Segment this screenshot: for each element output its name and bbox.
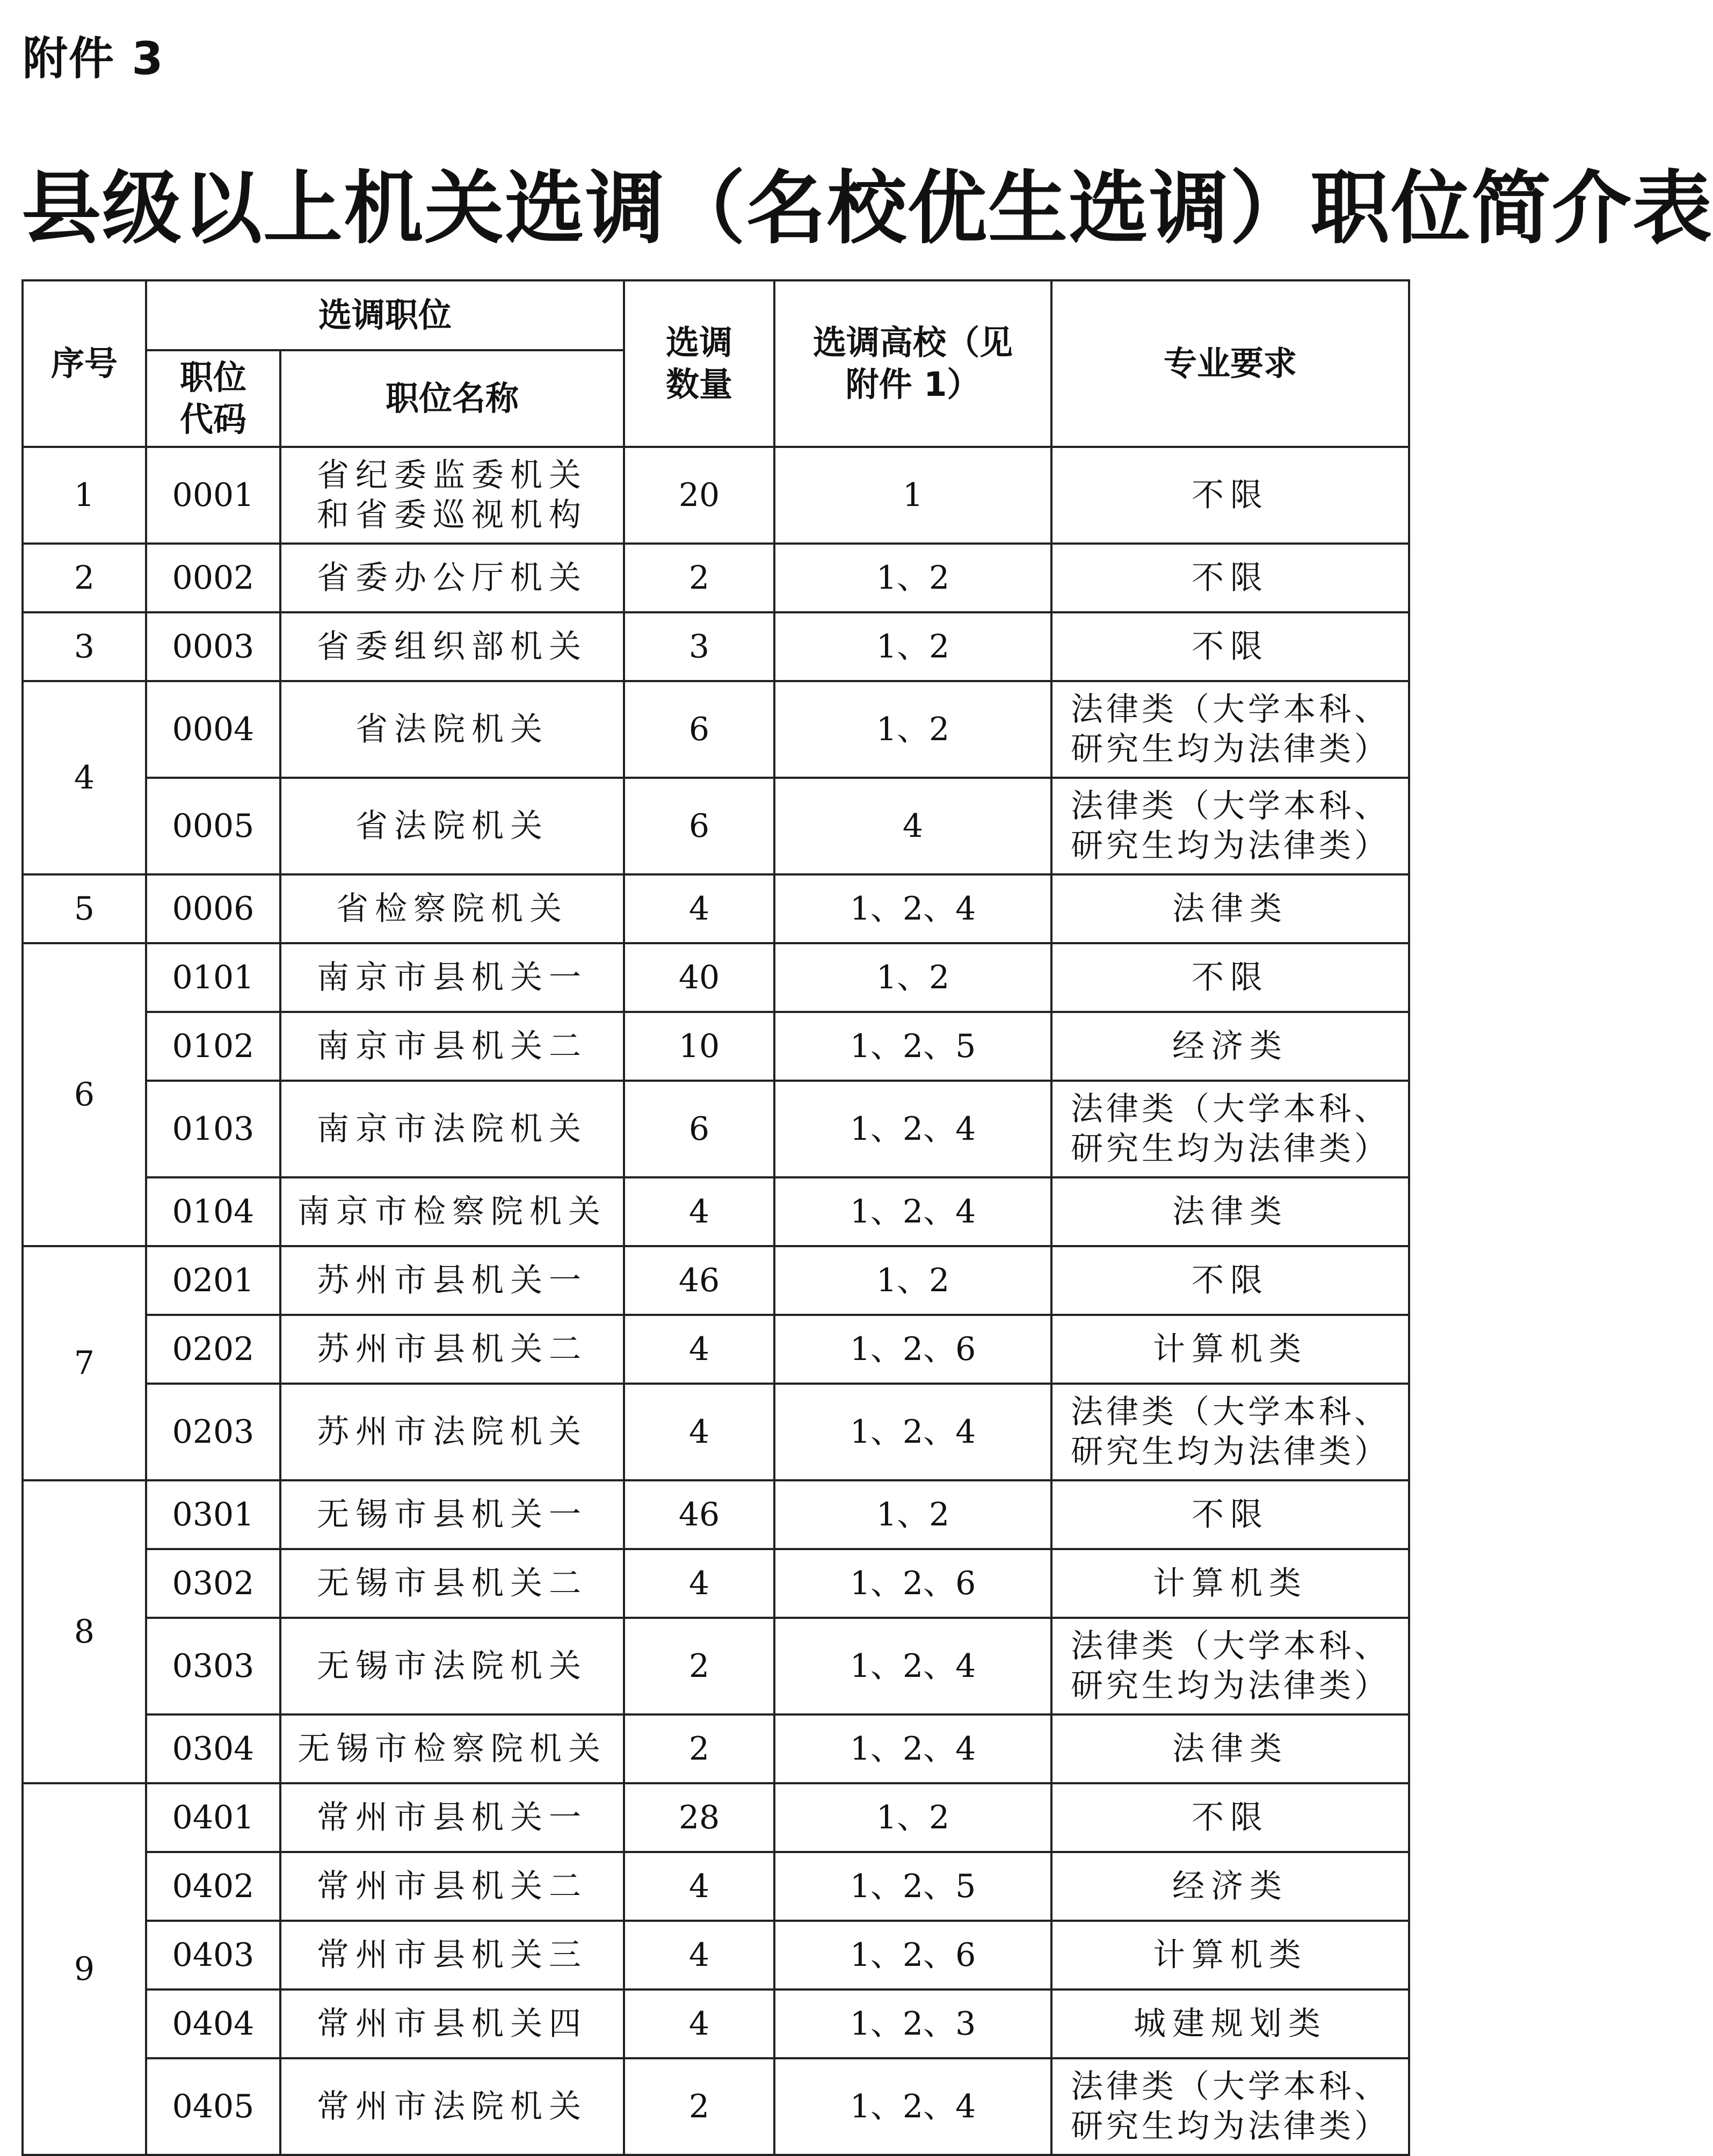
cell-schools: 1、2、4 <box>774 1714 1051 1783</box>
cell-major: 不限 <box>1051 1246 1409 1315</box>
cell-major: 不限 <box>1051 943 1409 1012</box>
cell-major: 计算机类 <box>1051 1921 1409 1989</box>
cell-name: 苏州市县机关一 <box>280 1246 624 1315</box>
cell-schools: 1、2 <box>774 1480 1051 1549</box>
page-title: 县级以上机关选调（名校优生选调）职位简介表 <box>21 162 1713 255</box>
cell-name: 常州市县机关二 <box>280 1852 624 1921</box>
cell-schools: 1、2、4 <box>774 2058 1051 2155</box>
cell-name: 省法院机关 <box>280 681 624 778</box>
cell-name: 常州市法院机关 <box>280 2058 624 2155</box>
cell-schools: 1、2、5 <box>774 1012 1051 1081</box>
cell-name: 无锡市检察院机关 <box>280 1714 624 1783</box>
cell-code: 0102 <box>146 1012 280 1081</box>
cell-schools: 1、2、6 <box>774 1549 1051 1618</box>
cell-seq: 9 <box>23 1783 146 2155</box>
table-row <box>23 778 1409 874</box>
cell-name: 省委办公厅机关 <box>280 544 624 612</box>
cell-major: 计算机类 <box>1051 1315 1409 1384</box>
cell-major: 不限 <box>1051 544 1409 612</box>
cell-count: 20 <box>624 447 774 544</box>
cell-name: 常州市县机关四 <box>280 1989 624 2058</box>
cell-major: 法律类（大学本科、研究生均为法律类） <box>1051 681 1409 778</box>
cell-major: 不限 <box>1051 447 1409 544</box>
table-row <box>23 612 1409 681</box>
cell-name: 南京市县机关一 <box>280 943 624 1012</box>
cell-count: 6 <box>624 681 774 778</box>
cell-schools: 1、2、4 <box>774 1384 1051 1480</box>
cell-schools: 4 <box>774 778 1051 874</box>
cell-code: 0203 <box>146 1384 280 1480</box>
table-row <box>23 1783 1409 1852</box>
cell-schools: 1、2 <box>774 1246 1051 1315</box>
cell-code: 0005 <box>146 778 280 874</box>
cell-code: 0402 <box>146 1852 280 1921</box>
cell-schools: 1 <box>774 447 1051 544</box>
cell-name: 无锡市县机关二 <box>280 1549 624 1618</box>
cell-code: 0405 <box>146 2058 280 2155</box>
cell-schools: 1、2、3 <box>774 1989 1051 2058</box>
table-row <box>23 943 1409 1012</box>
cell-name: 无锡市县机关一 <box>280 1480 624 1549</box>
attachment-label: 附件 3 <box>23 32 164 85</box>
cell-major: 法律类（大学本科、研究生均为法律类） <box>1051 2058 1409 2155</box>
cell-schools: 1、2 <box>774 681 1051 778</box>
cell-count: 4 <box>624 1315 774 1384</box>
cell-code: 0301 <box>146 1480 280 1549</box>
table-row <box>23 1480 1409 1549</box>
cell-seq: 5 <box>23 874 146 943</box>
cell-major: 计算机类 <box>1051 1549 1409 1618</box>
cell-code: 0002 <box>146 544 280 612</box>
cell-schools: 1、2、4 <box>774 1618 1051 1714</box>
cell-count: 46 <box>624 1246 774 1315</box>
table-row <box>23 1177 1409 1246</box>
cell-major: 城建规划类 <box>1051 1989 1409 2058</box>
table-row <box>23 1081 1409 1177</box>
cell-count: 4 <box>624 1384 774 1480</box>
cell-major: 不限 <box>1051 612 1409 681</box>
cell-name: 南京市县机关二 <box>280 1012 624 1081</box>
cell-count: 2 <box>624 544 774 612</box>
table-row <box>23 544 1409 612</box>
header-seq: 序号 <box>23 280 146 447</box>
position-table <box>21 279 1410 2156</box>
cell-schools: 1、2 <box>774 612 1051 681</box>
cell-schools: 1、2、5 <box>774 1852 1051 1921</box>
cell-major: 法律类（大学本科、研究生均为法律类） <box>1051 778 1409 874</box>
cell-code: 0303 <box>146 1618 280 1714</box>
cell-count: 4 <box>624 1549 774 1618</box>
cell-count: 4 <box>624 1852 774 1921</box>
cell-schools: 1、2、4 <box>774 874 1051 943</box>
table-row <box>23 1921 1409 1989</box>
cell-count: 4 <box>624 874 774 943</box>
cell-name: 常州市县机关三 <box>280 1921 624 1989</box>
cell-name: 省检察院机关 <box>280 874 624 943</box>
cell-schools: 1、2 <box>774 544 1051 612</box>
table-row <box>23 1384 1409 1480</box>
cell-count: 2 <box>624 1618 774 1714</box>
cell-major: 法律类（大学本科、研究生均为法律类） <box>1051 1081 1409 1177</box>
cell-seq: 8 <box>23 1480 146 1783</box>
table-row <box>23 1549 1409 1618</box>
table-row <box>23 1714 1409 1783</box>
cell-count: 4 <box>624 1177 774 1246</box>
cell-name: 省法院机关 <box>280 778 624 874</box>
cell-schools: 1、2、6 <box>774 1315 1051 1384</box>
cell-name: 常州市县机关一 <box>280 1783 624 1852</box>
table-row <box>23 681 1409 778</box>
cell-name: 省委组织部机关 <box>280 612 624 681</box>
cell-code: 0004 <box>146 681 280 778</box>
cell-code: 0006 <box>146 874 280 943</box>
cell-code: 0401 <box>146 1783 280 1852</box>
cell-major: 法律类 <box>1051 1714 1409 1783</box>
header-schools: 选调高校（见附件 1） <box>774 280 1051 447</box>
header-major: 专业要求 <box>1051 280 1409 447</box>
table-row <box>23 1012 1409 1081</box>
cell-name: 无锡市法院机关 <box>280 1618 624 1714</box>
cell-major: 法律类 <box>1051 1177 1409 1246</box>
cell-schools: 1、2 <box>774 1783 1051 1852</box>
table-row <box>23 447 1409 544</box>
table-row <box>23 1246 1409 1315</box>
table-row <box>23 1989 1409 2058</box>
cell-major: 法律类（大学本科、研究生均为法律类） <box>1051 1384 1409 1480</box>
cell-count: 4 <box>624 1989 774 2058</box>
table-row <box>23 1618 1409 1714</box>
cell-code: 0202 <box>146 1315 280 1384</box>
cell-count: 6 <box>624 778 774 874</box>
table-row <box>23 1852 1409 1921</box>
cell-code: 0201 <box>146 1246 280 1315</box>
cell-schools: 1、2、4 <box>774 1081 1051 1177</box>
cell-name: 南京市法院机关 <box>280 1081 624 1177</box>
cell-name: 苏州市县机关二 <box>280 1315 624 1384</box>
cell-count: 28 <box>624 1783 774 1852</box>
cell-count: 4 <box>624 1921 774 1989</box>
cell-seq: 1 <box>23 447 146 544</box>
cell-count: 3 <box>624 612 774 681</box>
header-count: 选调数量 <box>624 280 774 447</box>
header-code: 职位代码 <box>146 350 280 447</box>
cell-count: 10 <box>624 1012 774 1081</box>
header-position-group: 选调职位 <box>146 280 624 350</box>
cell-code: 0304 <box>146 1714 280 1783</box>
cell-major: 法律类 <box>1051 874 1409 943</box>
table-row <box>23 874 1409 943</box>
table-row <box>23 2058 1409 2155</box>
cell-schools: 1、2、6 <box>774 1921 1051 1989</box>
cell-major: 不限 <box>1051 1480 1409 1549</box>
cell-code: 0001 <box>146 447 280 544</box>
cell-major: 经济类 <box>1051 1852 1409 1921</box>
cell-seq: 4 <box>23 681 146 874</box>
cell-name: 南京市检察院机关 <box>280 1177 624 1246</box>
cell-seq: 3 <box>23 612 146 681</box>
cell-code: 0103 <box>146 1081 280 1177</box>
cell-major: 不限 <box>1051 1783 1409 1852</box>
table-body <box>23 447 1409 2155</box>
cell-code: 0404 <box>146 1989 280 2058</box>
cell-name: 苏州市法院机关 <box>280 1384 624 1480</box>
cell-count: 6 <box>624 1081 774 1177</box>
cell-schools: 1、2 <box>774 943 1051 1012</box>
cell-count: 2 <box>624 1714 774 1783</box>
cell-seq: 7 <box>23 1246 146 1480</box>
cell-code: 0403 <box>146 1921 280 1989</box>
cell-count: 2 <box>624 2058 774 2155</box>
cell-major: 法律类（大学本科、研究生均为法律类） <box>1051 1618 1409 1714</box>
cell-code: 0003 <box>146 612 280 681</box>
table-row <box>23 1315 1409 1384</box>
cell-schools: 1、2、4 <box>774 1177 1051 1246</box>
header-name: 职位名称 <box>280 350 624 447</box>
cell-seq: 6 <box>23 943 146 1246</box>
cell-name: 省纪委监委机关和省委巡视机构 <box>280 447 624 544</box>
cell-seq: 2 <box>23 544 146 612</box>
cell-code: 0104 <box>146 1177 280 1246</box>
cell-code: 0302 <box>146 1549 280 1618</box>
cell-code: 0101 <box>146 943 280 1012</box>
cell-count: 40 <box>624 943 774 1012</box>
cell-major: 经济类 <box>1051 1012 1409 1081</box>
cell-count: 46 <box>624 1480 774 1549</box>
